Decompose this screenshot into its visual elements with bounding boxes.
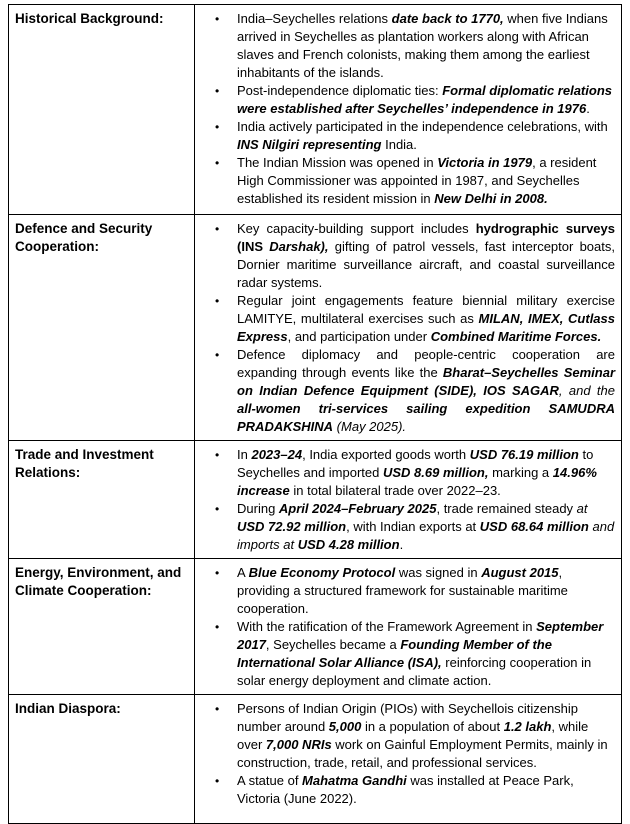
row-label: Indian Diaspora: xyxy=(15,701,121,716)
text-run: USD 4.28 million xyxy=(297,537,400,552)
text-run: hydrographic surveys (INS xyxy=(237,221,615,254)
bullet-text xyxy=(237,446,615,500)
text-run: Persons of Indian Origin (PIOs) with Seychellois citizenship number around xyxy=(237,701,579,734)
text-run: marking a xyxy=(488,465,553,480)
list-item xyxy=(195,118,615,154)
list-item xyxy=(195,220,615,292)
bullet-icon: • xyxy=(215,566,220,580)
table-row-defence-security xyxy=(9,215,622,441)
text-run: Darshak), xyxy=(269,239,329,254)
text-run: USD 68.64 million xyxy=(479,519,589,534)
bullet-text xyxy=(237,700,615,772)
text-run: MILAN, IMEX, Cutlass Express xyxy=(237,311,615,344)
bullet-icon: • xyxy=(215,156,220,170)
bullet-text xyxy=(237,772,615,808)
bullet-icon: • xyxy=(215,294,220,308)
bullet-text xyxy=(237,220,615,292)
text-run: In xyxy=(237,447,252,462)
text-run: USD 8.69 million, xyxy=(382,465,489,480)
bullet-text xyxy=(237,10,615,82)
table-row-trade-investment xyxy=(9,441,622,559)
list-item xyxy=(195,292,615,346)
text-run: , and participation under xyxy=(287,329,431,344)
text-run: 1.2 lakh xyxy=(503,719,552,734)
text-run: Mahatma Gandhi xyxy=(302,773,407,788)
bullet-icon: • xyxy=(215,348,220,362)
india-seychelles-relations-table xyxy=(8,4,622,824)
text-run: Post-independence diplomatic ties: xyxy=(237,83,443,98)
text-run: , India exported goods worth xyxy=(302,447,470,462)
list-item xyxy=(195,446,615,500)
text-run: , while over xyxy=(237,719,589,752)
bullet-icon: • xyxy=(215,12,220,26)
row-header-cell xyxy=(9,215,195,441)
bullet-text xyxy=(237,82,615,118)
row-header-cell xyxy=(9,441,195,559)
text-run: , providing a structured framework for sustainable maritime cooperation. xyxy=(237,565,568,616)
text-run: Combined Maritime Forces. xyxy=(430,329,602,344)
text-run: Key capacity-building support includes xyxy=(237,221,476,236)
row-header-cell xyxy=(9,695,195,824)
text-run: work on Gainful Employment Permits, mainly in construction, trade, retail, and professional services. xyxy=(237,737,608,770)
text-run: 7,000 NRIs xyxy=(265,737,332,752)
bullet-icon: • xyxy=(215,222,220,236)
text-run: USD 72.92 million xyxy=(237,519,347,534)
text-run: gifting of patrol vessels, fast interceptor boats, Dornier maritime surveillance aircraft, and coastal surveillance radar systems. xyxy=(237,239,615,290)
bullet-icon: • xyxy=(215,502,220,516)
bullet-text xyxy=(237,292,615,346)
text-run: USD 76.19 million xyxy=(469,447,579,462)
text-run: Founding Member of the International Solar Alliance (ISA), xyxy=(237,637,552,670)
text-run: Formal diplomatic relations were established after Seychelles’ independence in 1976 xyxy=(237,83,612,116)
text-run: India. xyxy=(381,137,417,152)
text-run: and imports at xyxy=(237,519,615,552)
table-row-historical-background xyxy=(9,5,622,215)
row-header-cell xyxy=(9,559,195,695)
text-run: was signed in xyxy=(395,565,482,580)
list-item xyxy=(195,700,615,772)
bullet-text xyxy=(237,500,615,554)
text-run: With the ratification of the Framework Agreement in xyxy=(237,619,537,634)
text-run: at xyxy=(576,501,588,516)
text-run: , a resident High Commissioner was appointed in 1987, and Seychelles established its resident mission in xyxy=(237,155,597,206)
bullet-icon: • xyxy=(215,84,220,98)
text-run: September 2017 xyxy=(237,619,604,652)
text-run: , Seychelles became a xyxy=(265,637,401,652)
text-run: to Seychelles and imported xyxy=(237,447,594,480)
text-run: INS Nilgiri representing xyxy=(237,137,382,152)
row-label: Historical Background: xyxy=(15,11,164,26)
bullet-icon: • xyxy=(215,702,220,716)
list-item xyxy=(195,10,615,82)
text-run: in a population of about xyxy=(361,719,504,734)
row-label: Energy, Environment, and Climate Cooperation: xyxy=(15,565,182,598)
text-run: The Indian Mission was opened in xyxy=(237,155,438,170)
text-run: . xyxy=(399,537,404,552)
bullet-icon: • xyxy=(215,620,220,634)
text-run: , trade remained steady xyxy=(436,501,577,516)
text-run: was installed at Peace Park, Victoria (June 2022). xyxy=(237,773,574,806)
bullet-icon: • xyxy=(215,774,220,788)
row-content-cell xyxy=(195,5,622,215)
text-run: India actively participated in the independence celebrations, with xyxy=(237,119,608,134)
text-run: April 2024–February 2025 xyxy=(278,501,437,516)
list-item xyxy=(195,618,615,690)
text-run: in total bilateral trade over 2022–23. xyxy=(289,483,501,498)
text-run: 14.96% increase xyxy=(237,465,597,498)
text-run: date back to 1770, xyxy=(391,11,504,26)
list-item xyxy=(195,772,615,808)
list-item xyxy=(195,564,615,618)
row-content-cell xyxy=(195,215,622,441)
table-row-energy-climate xyxy=(9,559,622,695)
row-label: Defence and Security Cooperation: xyxy=(15,221,153,254)
row-content-cell xyxy=(195,441,622,559)
table-row-indian-diaspora xyxy=(9,695,622,824)
text-run: A statue of xyxy=(237,773,303,788)
text-run: Regular joint engagements feature biennial military exercise LAMITYE, multilateral exercises such as xyxy=(237,293,615,326)
list-item xyxy=(195,82,615,118)
text-run: (May 2025). xyxy=(333,419,407,434)
text-run: New Delhi in 2008. xyxy=(434,191,548,206)
bullet-icon: • xyxy=(215,448,220,462)
text-run: Bharat–Seychelles Seminar on Indian Defence Equipment (SIDE), IOS SAGAR xyxy=(237,365,615,398)
row-label: Trade and Investment Relations: xyxy=(15,447,154,480)
text-run: 2023–24 xyxy=(251,447,303,462)
text-run: . xyxy=(586,101,590,116)
list-item xyxy=(195,154,615,208)
text-run: , and the xyxy=(558,383,615,398)
text-run: when five Indians arrived in Seychelles as plantation workers along with African slaves and French colonists, making them among the earliest inhabitants of the islands. xyxy=(237,11,608,80)
bullet-text xyxy=(237,154,615,208)
text-run: A xyxy=(237,565,249,580)
list-item xyxy=(195,346,615,436)
text-run: Victoria in 1979 xyxy=(437,155,533,170)
bullet-icon: • xyxy=(215,120,220,134)
table-body xyxy=(9,5,622,824)
text-run: August 2015 xyxy=(481,565,559,580)
text-run: Defence diplomacy and people-centric cooperation are expanding through events like the xyxy=(237,347,615,380)
list-item xyxy=(195,500,615,554)
text-run: Blue Economy Protocol xyxy=(248,565,396,580)
row-header-cell xyxy=(9,5,195,215)
row-content-cell xyxy=(195,695,622,824)
text-run: 5,000 xyxy=(328,719,362,734)
bullet-text xyxy=(237,346,615,436)
bullet-text xyxy=(237,118,615,154)
text-run: , with Indian exports at xyxy=(346,519,480,534)
text-run: reinforcing cooperation in solar energy deployment and climate action. xyxy=(237,655,592,688)
text-run: India–Seychelles relations xyxy=(237,11,392,26)
row-content-cell xyxy=(195,559,622,695)
text-run: all-women tri-services sailing expedition SAMUDRA PRADAKSHINA xyxy=(237,401,615,434)
bullet-text xyxy=(237,618,615,690)
bullet-text xyxy=(237,564,615,618)
text-run: During xyxy=(237,501,279,516)
